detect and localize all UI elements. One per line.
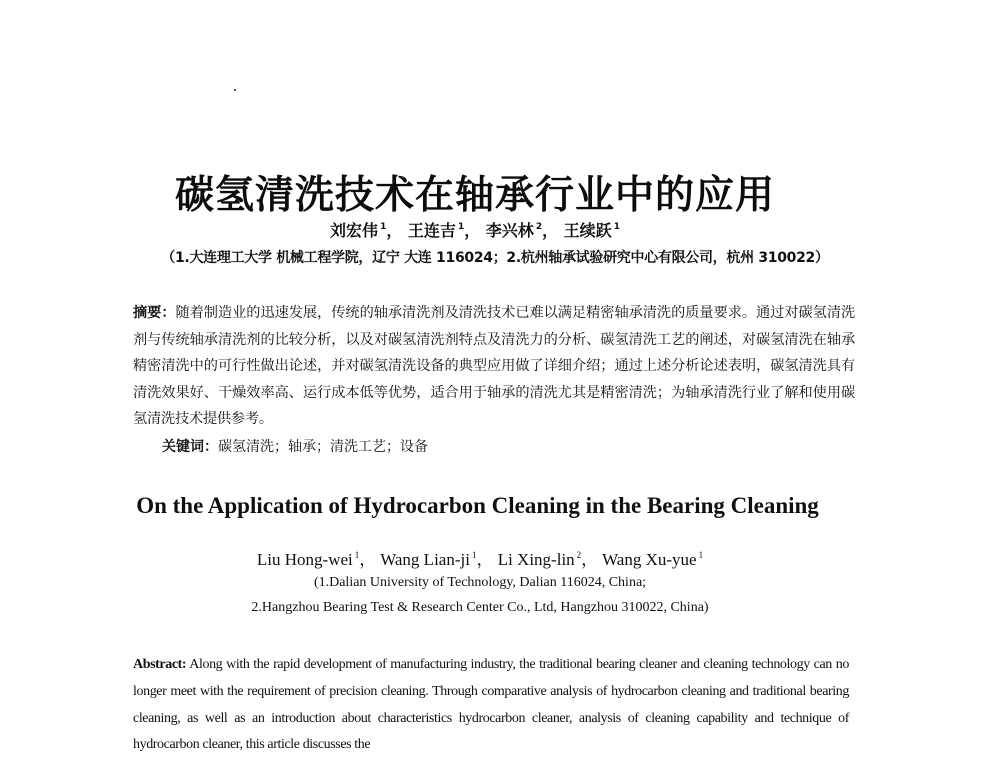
affiliation-marker: 1 [354, 550, 360, 560]
affiliation-english-2: 2.Hangzhou Bearing Test & Research Center Co., Ltd, Hangzhou 310022, China) [251, 600, 709, 615]
author-separator: ， [581, 550, 599, 569]
author-list-english [0, 545, 960, 570]
affiliation-marker: 2 [576, 550, 582, 560]
abstract-label: Abstract: [133, 657, 187, 672]
abstract-label: 摘要： [133, 305, 176, 321]
affiliation-marker: 2 [535, 222, 543, 232]
author-name: 王续跃 [563, 221, 612, 240]
author-separator: ， [542, 221, 559, 240]
author-list-chinese [0, 218, 950, 241]
abstract-chinese [133, 300, 855, 433]
affiliation-marker: 1 [380, 222, 387, 232]
author-name: 李兴林 [485, 221, 534, 240]
author-name: Wang Xu-yue [602, 550, 697, 569]
author-name: Wang Lian-ji [380, 550, 470, 569]
author-name: Li Xing-lin [497, 550, 575, 569]
paper-title-english: On the Application of Hydrocarbon Cleaning in the Bearing Cleaning [136, 493, 819, 519]
affiliation-marker: 1 [613, 222, 620, 232]
author-separator: ， [386, 221, 403, 240]
abstract-text: 随着制造业的迅速发展，传统的轴承清洗剂及清洗技术已难以满足精密轴承清洗的质量要求。通过对碳氢清洗剂与传统轴承清洗剂的比较分析，以及对碳氢清洗剂特点及清洗力的分析、碳氢清洗工艺的阐述，对碳氢清洗在轴承精密清洗中的可行性做出论述，并对碳氢清洗设备的典型应用做了详细介绍；通过上述分析论述表明，碳氢清洗具有清洗效果好、干燥效率高、运行成本低等优势，适合用于轴承的清洗尤其是精密清洗；为轴承清洗行业了解和使用碳氢清洗技术提供参考。 [133, 305, 855, 427]
affiliations-chinese: （1.大连理工大学 机械工程学院，辽宁 大连 116024；2.杭州轴承试验研究中心有限公司，杭州 310022） [161, 250, 829, 266]
keywords-text: 碳氢清洗；轴承；清洗工艺；设备 [218, 439, 428, 455]
affiliation-marker: 1 [698, 550, 704, 560]
affiliation-english-1: (1.Dalian University of Technology, Dalian 116024, China; [313, 575, 647, 590]
author-separator: ， [359, 550, 377, 569]
abstract-english [133, 652, 849, 759]
keywords-chinese [162, 436, 428, 456]
affiliation-marker: 1 [457, 222, 465, 232]
author-separator: ， [464, 221, 481, 240]
affiliation-marker: 1 [471, 550, 477, 560]
author-name: 王连吉 [407, 221, 456, 240]
author-name: Liu Hong-wei [256, 550, 353, 569]
keywords-label: 关键词： [162, 439, 218, 455]
author-name: 刘宏伟 [330, 221, 379, 240]
abstract-text: Along with the rapid development of manufacturing industry, the traditional bearing cleaner and cleaning technology can no longer meet with the requirement of precision cleaning. Through comparative analysis of hydrocarbon cleaning and traditional bearing cleaning, as well as an introduction about characteristics hydrocarbon cleaner, analysis of cleaning capability and technique of hydrocarbon cleaner, this article discusses the [133, 657, 849, 753]
author-separator: ， [476, 550, 494, 569]
paper-title-chinese: 碳氢清洗技术在轴承行业中的应用 [174, 173, 775, 219]
scan-speck [234, 89, 236, 91]
